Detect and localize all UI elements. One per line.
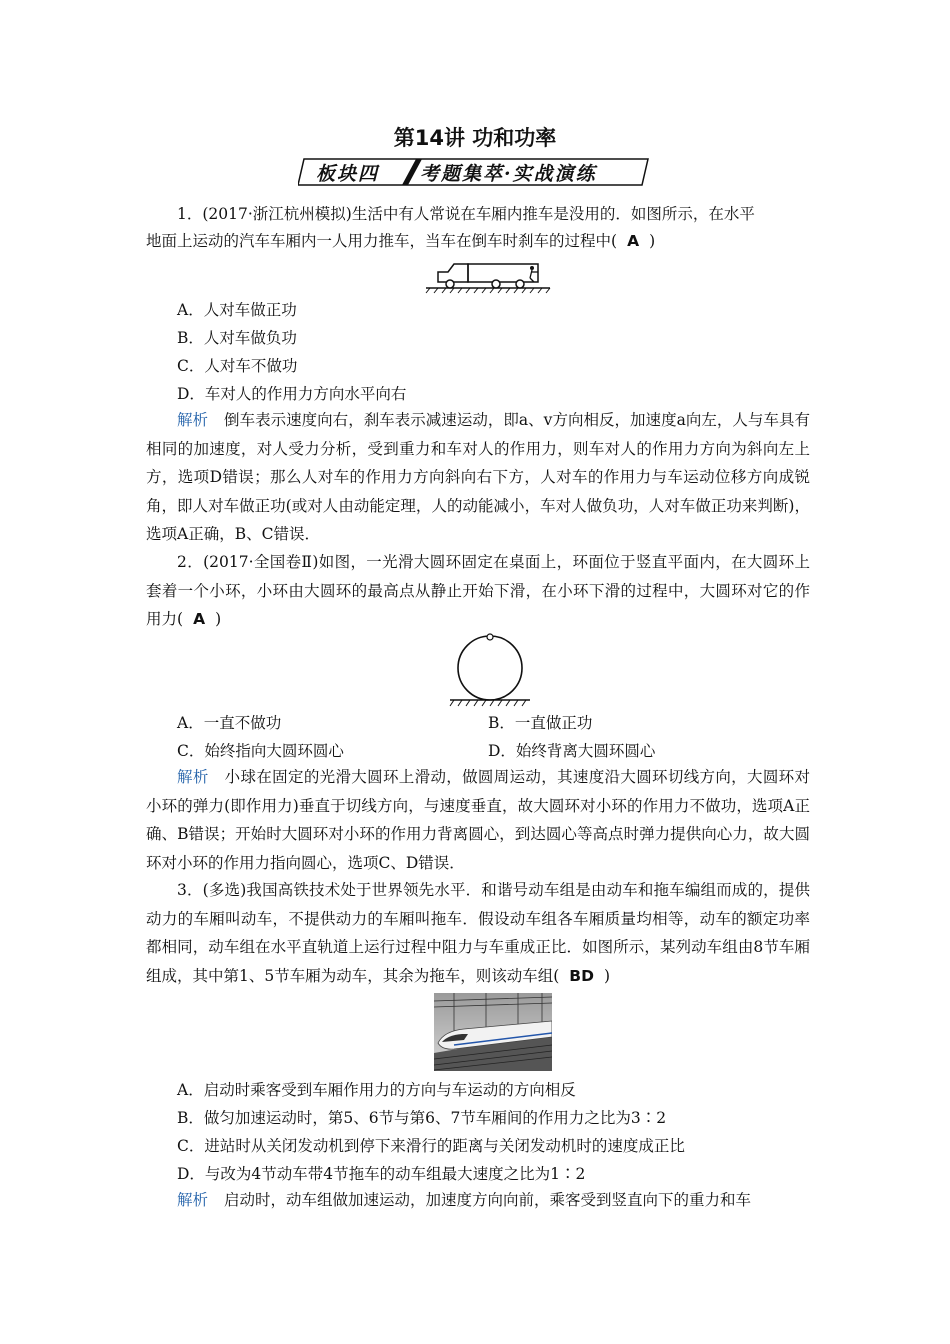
q1-option-b: B．人对车做负功 [177, 329, 297, 347]
q3-analysis [146, 1186, 810, 1216]
q3-answer: BD [569, 966, 594, 985]
q2-analysis-label: 解析 [177, 768, 209, 786]
q2-option-b: B．一直做正功 [488, 714, 593, 732]
q2-analysis-text: 小球在固定的光滑大圆环上滑动，做圆周运动，其速度沿大圆环切线方向，大圆环对小环的弹力(即作用力)垂直于切线方向，与速度垂直，故大圆环对小环的作用力不做功，选项A正确、B错误；开始时大圆环对小环的作用力背离圆心，到达圆心等高点时弹力提供向心力，故大圆环对小环的作用力指向圆心，选项C、D错误． [146, 768, 810, 872]
q3-option-d: D．与改为4节动车带4节拖车的动车组最大速度之比为1∶2 [177, 1165, 586, 1183]
banner-right-text: 考题集萃·实战演练 [420, 163, 597, 185]
banner-left-text: 板块四 [316, 163, 380, 185]
q1-stem-close: ) [649, 232, 656, 250]
q3-stem-close: ) [603, 966, 611, 985]
q2-answer: A [193, 610, 206, 628]
section-banner [298, 157, 652, 187]
truck-figure-icon [424, 258, 554, 294]
q3-option-a: A．启动时乘客受到车厢作用力的方向与车运动的方向相反 [177, 1081, 576, 1099]
q1-option-a: A．人对车做正功 [177, 301, 297, 319]
q3-stem [146, 876, 810, 990]
q3-option-c: C．进站时从关闭发动机到停下来滑行的距离与关闭发动机时的速度成正比 [177, 1137, 685, 1155]
q1-analysis-label: 解析 [177, 411, 209, 429]
q3-analysis-text: 启动时，动车组做加速运动，加速度方向向前，乘客受到竖直向下的重力和车 [224, 1191, 752, 1209]
q1-line1: 1．(2017·浙江杭州模拟)生活中有人常说在车厢内推车是没用的．如图所示，在水平 [177, 205, 755, 223]
q1-option-d: D．车对人的作用力方向水平向右 [177, 385, 407, 403]
q2-option-a: A．一直不做功 [177, 714, 282, 732]
q3-option-b: B．做匀加速运动时，第5、6节与第6、7节车厢间的作用力之比为3∶2 [177, 1109, 667, 1127]
q3-analysis-label: 解析 [177, 1191, 209, 1209]
q1-analysis-text: 倒车表示速度向右，刹车表示减速运动，即a、v方向相反，加速度a向左，人与车具有相同的加速度，对人受力分析，受到重力和车对人的作用力，则车对人的作用力方向为斜向左上方，选项D错误；那么人对车的作用力方向斜向右下方，人对车的作用力与车运动位移方向成锐角，即人对车做正功(或对人由动能定理，人的动能减小，车对人做负功，人对车做正功来判断)，选项A正确，B、C错误． [146, 411, 810, 543]
q1-analysis [146, 406, 810, 549]
q3-stem-text: 3．(多选)我国高铁技术处于世界领先水平．和谐号动车组是由动车和拖车编组而成的，提供动力的车厢叫动车，不提供动力的车厢叫拖车．假设动车组各车厢质量均相等，动车的额定功率都相同，动车组在水平直轨道上运行过程中阻力与车重成正比．如图所示，某列动车组由8节车厢组成，其中第1、5节车厢为动车，其余为拖车，则该动车组( [146, 881, 810, 985]
q2-stem-text: 2．(2017·全国卷Ⅱ)如图，一光滑大圆环固定在桌面上，环面位于竖直平面内，在大圆环上套着一个小环，小环由大圆环的最高点从静止开始下滑，在小环下滑的过程中，大圆环对它的作用力( [146, 553, 810, 628]
q1-answer: A [627, 232, 640, 250]
q2-option-c: C．始终指向大圆环圆心 [177, 742, 344, 760]
q2-stem-close: ) [215, 610, 222, 628]
page-title: 第14讲 功和功率 [393, 126, 557, 150]
q1-stem-text: 地面上运动的汽车车厢内一人用力推车，当车在倒车时刹车的过程中( [146, 232, 618, 250]
train-photo-icon [434, 993, 552, 1071]
q2-stem [146, 548, 810, 634]
q1-line2 [146, 231, 816, 251]
ring-figure-icon [440, 630, 540, 708]
q2-option-d: D．始终背离大圆环圆心 [488, 742, 656, 760]
q1-option-c: C．人对车不做功 [177, 357, 298, 375]
q2-analysis [146, 763, 810, 877]
